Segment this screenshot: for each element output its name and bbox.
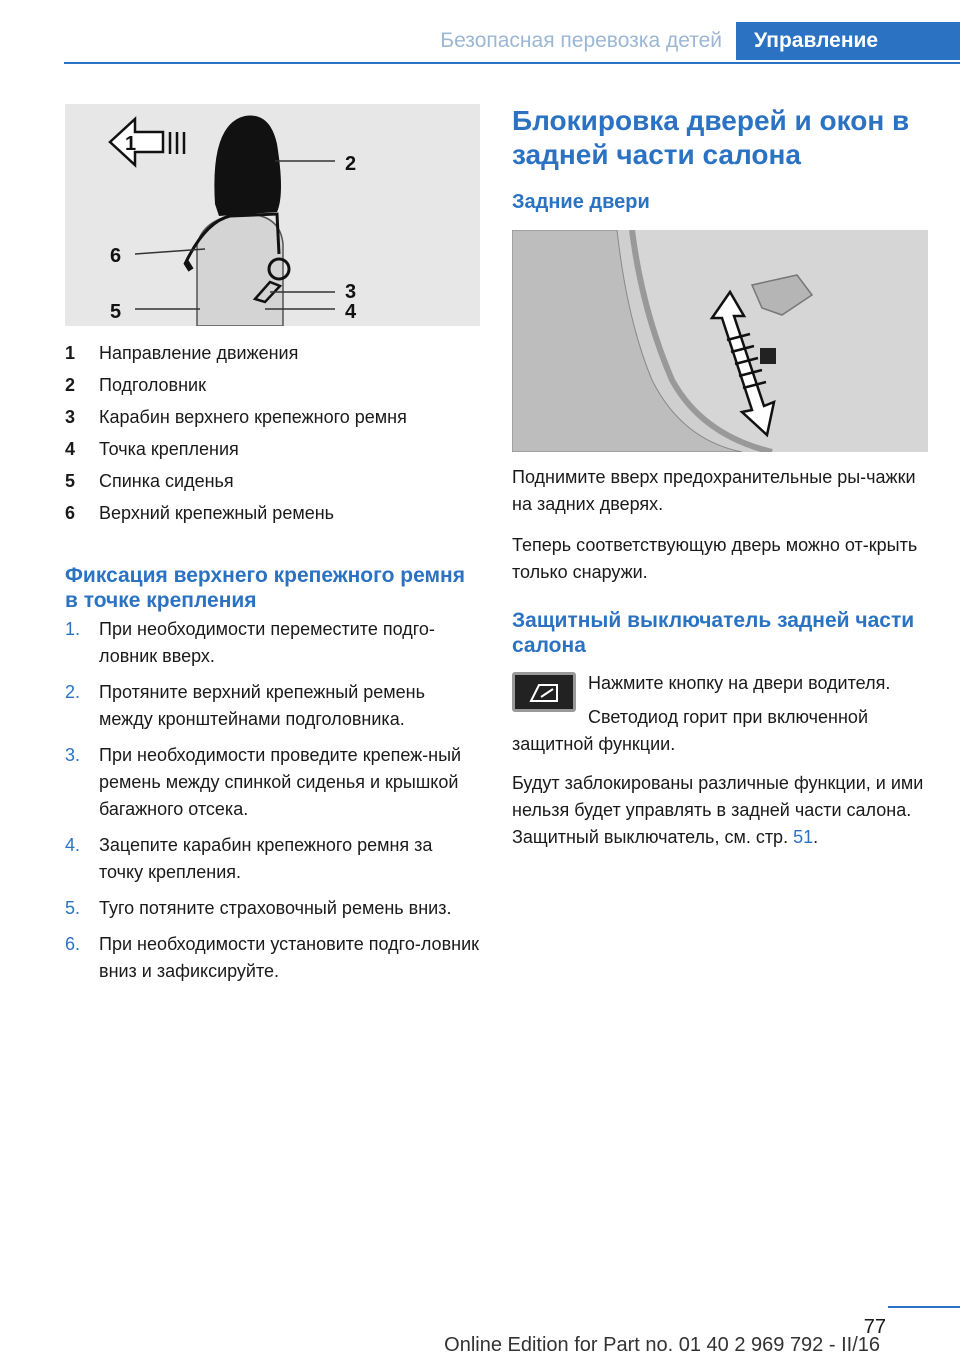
legend-text: Подголовник bbox=[99, 374, 206, 395]
step-number: 3. bbox=[65, 745, 81, 765]
page-number: 77 bbox=[863, 1316, 886, 1338]
legend-row bbox=[65, 433, 480, 465]
legend-row bbox=[65, 337, 480, 369]
step-text: Туго потяните страховочный ремень вниз. bbox=[99, 898, 452, 918]
paragraph-functions-locked bbox=[512, 770, 932, 851]
door-drawing bbox=[512, 230, 928, 452]
headrest-drawing bbox=[65, 104, 480, 326]
paragraph-text: Будут заблокированы различные функции, и ими нельзя будет управлять в задней части салона. Защитный выключатель, см. стр. bbox=[512, 773, 924, 847]
headrest-illustration bbox=[65, 104, 480, 326]
window-lock-button-icon bbox=[512, 672, 576, 712]
legend-text: Спинка сиденья bbox=[99, 470, 234, 491]
figure-legend bbox=[65, 337, 480, 529]
header-divider bbox=[64, 62, 960, 64]
paragraph-led-on-cont: защитной функции. bbox=[512, 734, 676, 754]
page-reference-link[interactable]: 51 bbox=[793, 827, 814, 847]
callout-6: 6 bbox=[110, 245, 122, 267]
rear-door-illustration bbox=[512, 230, 928, 452]
section-heading-fixation: Фиксация верхнего крепежного ремня в точке крепления bbox=[65, 564, 465, 612]
legend-row bbox=[65, 497, 480, 529]
callout-5: 5 bbox=[110, 301, 122, 323]
legend-text: Точка крепления bbox=[99, 438, 239, 459]
header-section-title: Безопасная перевозка детей bbox=[440, 29, 722, 52]
legend-number: 5 bbox=[65, 470, 76, 491]
step-number: 4. bbox=[65, 835, 81, 855]
step-item bbox=[65, 931, 480, 985]
step-number: 5. bbox=[65, 898, 81, 918]
legend-text: Верхний крепежный ремень bbox=[99, 502, 335, 523]
callout-2: 2 bbox=[345, 153, 357, 175]
section-heading-safety-switch: Защитный выключатель задней части салона bbox=[512, 609, 915, 657]
legend-number: 3 bbox=[65, 406, 76, 427]
step-item bbox=[65, 679, 480, 733]
step-item bbox=[65, 742, 480, 823]
callout-1: 1 bbox=[125, 133, 137, 155]
legend-number: 2 bbox=[65, 374, 76, 395]
paragraph-led-on: Светодиод горит при включенной bbox=[588, 707, 868, 727]
step-number: 1. bbox=[65, 619, 81, 639]
section-heading-rear-doors: Задние двери bbox=[512, 191, 650, 213]
legend-number: 6 bbox=[65, 502, 76, 523]
paragraph-press-button: Нажмите кнопку на двери водителя. bbox=[588, 673, 891, 693]
paragraph-end: . bbox=[813, 827, 819, 847]
legend-text: Карабин верхнего крепежного ремня bbox=[99, 406, 407, 427]
step-text: При необходимости переместите подго-ловник вверх. bbox=[99, 619, 435, 666]
footer-edition: Online Edition for Part no. 01 40 2 969 792 - II/16 bbox=[444, 1334, 880, 1356]
step-item bbox=[65, 616, 480, 670]
step-text: Зацепите карабин крепежного ремня за точку крепления. bbox=[99, 835, 433, 882]
paragraph-lift-levers: Поднимите вверх предохранительные ры-чажки на задних дверях. bbox=[512, 467, 916, 514]
legend-number: 1 bbox=[65, 342, 76, 363]
step-text: При необходимости проведите крепеж-ный ремень между спинкой сиденья и крышкой багажного отсека. bbox=[99, 745, 462, 819]
step-text: Протяните верхний крепежный ремень между кронштейнами подголовника. bbox=[99, 682, 425, 729]
callout-4: 4 bbox=[345, 301, 357, 323]
instruction-steps bbox=[65, 616, 480, 994]
step-item bbox=[65, 832, 480, 886]
step-number: 2. bbox=[65, 682, 81, 702]
step-number: 6. bbox=[65, 934, 81, 954]
paragraph-open-outside: Теперь соответствующую дверь можно от-крыть только снаружи. bbox=[512, 535, 918, 582]
step-text: При необходимости установите подго-ловник вниз и зафиксируйте. bbox=[99, 934, 479, 981]
header-chapter-tab[interactable]: Управление bbox=[736, 22, 960, 60]
legend-text: Направление движения bbox=[99, 342, 299, 363]
legend-row bbox=[65, 369, 480, 401]
step-item bbox=[65, 895, 480, 922]
legend-number: 4 bbox=[65, 438, 76, 459]
legend-row bbox=[65, 465, 480, 497]
page-title: Блокировка дверей и окон в задней части салона bbox=[512, 105, 910, 170]
callout-3: 3 bbox=[345, 281, 357, 303]
page-number-divider bbox=[888, 1306, 960, 1308]
legend-row bbox=[65, 401, 480, 433]
